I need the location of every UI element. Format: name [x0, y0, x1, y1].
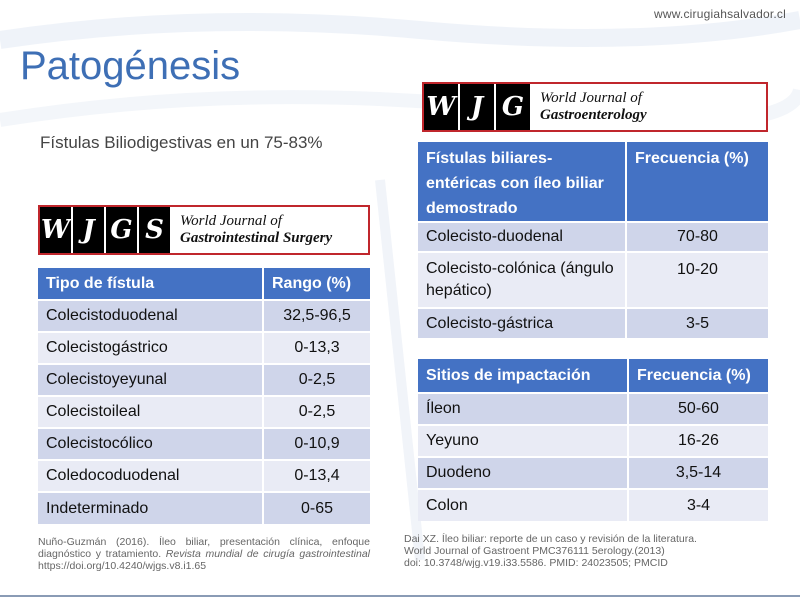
table-cell: 70-80 [626, 222, 768, 252]
reference-left [38, 536, 370, 572]
table-cell: Colecistoileal [38, 396, 263, 428]
table-row [418, 252, 768, 308]
table-cell: 16-26 [628, 425, 768, 457]
table-cell: 3-4 [628, 489, 768, 521]
table-cell: 0-2,5 [263, 364, 370, 396]
table-cell: Yeyuno [418, 425, 628, 457]
reference-doi-link[interactable]: https://doi.org/10.4240/wjgs.v8.i1.65 [38, 560, 207, 572]
table-cell: Coledocoduodenal [38, 460, 263, 492]
table-cell: Colecisto-colónica (ángulo hepático) [418, 252, 626, 308]
table-cell: 3,5-14 [628, 457, 768, 489]
reference-line: Dai XZ. Íleo biliar: reporte de un caso y revisión de la literatura. [404, 533, 697, 545]
journal-name-line1: World Journal of [180, 213, 282, 229]
column-header: Frecuencia (%) [628, 359, 768, 393]
page-title: Patogénesis [20, 44, 241, 88]
column-header: Tipo de fístula [38, 268, 263, 300]
logo-letter: W [424, 84, 460, 130]
logo-letter: J [460, 84, 496, 130]
table-cell: 32,5-96,5 [263, 300, 370, 332]
wjg-journal-name [532, 90, 647, 124]
reference-text: Nuño-Guzmán (2016). Íleo biliar, presentación clínica, enfoque diagnóstico y tratamiento. [38, 536, 370, 560]
table-cell: Colon [418, 489, 628, 521]
table-row [38, 492, 370, 524]
table-row [418, 425, 768, 457]
journal-name-line2: Gastroenterology [540, 107, 647, 123]
column-header: Frecuencia (%) [626, 142, 768, 222]
table-cell: 0-65 [263, 492, 370, 524]
table-row [38, 364, 370, 396]
table-row [38, 428, 370, 460]
logo-letter: S [139, 207, 172, 253]
journal-name-line2: Gastrointestinal Surgery [180, 230, 333, 246]
table-cell: 0-13,3 [263, 332, 370, 364]
table-row [38, 300, 370, 332]
wjgs-logo-letters [40, 207, 172, 253]
logo-letter: G [106, 207, 139, 253]
table-cell: Colecistoyeyunal [38, 364, 263, 396]
reference-journal: Revista mundial de cirugía gastrointestinal [165, 548, 370, 560]
column-header: Sitios de impactación [418, 359, 628, 393]
table-row [418, 393, 768, 425]
table-row [418, 457, 768, 489]
table-row [418, 489, 768, 521]
table-header-row [418, 142, 768, 222]
table-row [418, 222, 768, 252]
table-cell: Duodeno [418, 457, 628, 489]
impaction-sites-table [418, 359, 768, 521]
subtitle: Fístulas Biliodigestivas en un 75-83% [40, 133, 323, 152]
table-cell: 10-20 [626, 252, 768, 308]
table-row [38, 460, 370, 492]
reference-doi-line: doi: 10.3748/wjg.v19.i33.5586. PMID: 24023505; PMCID [404, 557, 668, 569]
table-header-row [418, 359, 768, 393]
table-row [418, 308, 768, 338]
table-row [38, 332, 370, 364]
table-cell: 0-2,5 [263, 396, 370, 428]
table-cell: 50-60 [628, 393, 768, 425]
table-cell: Colecisto-gástrica [418, 308, 626, 338]
logo-letter: W [40, 207, 73, 253]
wjg-logo-letters [424, 84, 532, 130]
journal-name-line1: World Journal of [540, 90, 642, 106]
site-url[interactable]: www.cirugiahsalvador.cl [654, 7, 786, 21]
column-header: Fístulas biliares-entéricas con íleo biliar demostrado [418, 142, 626, 222]
table-row [38, 396, 370, 428]
wjg-journal-logo [422, 82, 768, 132]
wjgs-journal-name [172, 213, 332, 247]
table-header-row [38, 268, 370, 300]
reference-right [404, 533, 776, 569]
table-cell: Indeterminado [38, 492, 263, 524]
table-cell: 0-10,9 [263, 428, 370, 460]
wjgs-journal-logo [38, 205, 370, 255]
table-cell: Colecistoduodenal [38, 300, 263, 332]
table-cell: Colecistocólico [38, 428, 263, 460]
table-cell: Colecisto-duodenal [418, 222, 626, 252]
biliary-enteric-fistula-table [418, 142, 768, 338]
fistula-type-table [38, 268, 370, 524]
logo-letter: J [73, 207, 106, 253]
table-cell: 3-5 [626, 308, 768, 338]
table-cell: Colecistogástrico [38, 332, 263, 364]
column-header: Rango (%) [263, 268, 370, 300]
logo-letter: G [496, 84, 532, 130]
table-cell: 0-13,4 [263, 460, 370, 492]
reference-line: World Journal of Gastroent PMC376111 5erology.(2013) [404, 545, 665, 557]
table-cell: Íleon [418, 393, 628, 425]
